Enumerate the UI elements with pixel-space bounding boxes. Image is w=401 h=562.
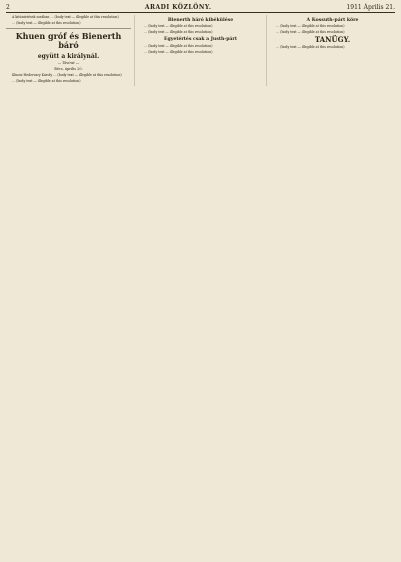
issue-date: 1911 Április 21.	[346, 4, 395, 11]
subheading: — Távirat —	[57, 61, 80, 66]
headline: Khuen gróf és Bienerth báró	[15, 31, 122, 51]
headline-secondary: együtt a királynál.	[37, 53, 100, 61]
section-heading: Bienerth báró kibékülése	[167, 18, 234, 23]
paragraph: … (body text — illegible at this resolution)	[276, 24, 345, 29]
column-1	[6, 15, 131, 86]
paragraph: A kitüntetések sorában ... (body text — illegible at this resolution)	[12, 15, 119, 19]
paragraph: … (body text — illegible at this resolution)	[276, 30, 345, 35]
paragraph: … (body text — illegible at this resolution)	[144, 30, 213, 35]
paragraph: Khuen-Hedervary Károly … (body text — illegible at this resolution)	[12, 73, 122, 78]
paragraph: … (body text — illegible at this resolution)	[12, 79, 81, 84]
newspaper-title: ARADI KÖZLÖNY.	[144, 4, 212, 11]
dateline: Bécs, április 20.	[54, 67, 83, 72]
paragraph: … (body text — illegible at this resolution)	[144, 43, 213, 48]
page-number: 2	[6, 4, 10, 11]
column-2	[134, 15, 263, 86]
section-heading: TANÜGY.	[314, 35, 351, 45]
masthead	[6, 4, 395, 13]
paragraph: … (body text — illegible at this resolution)	[144, 24, 213, 29]
paragraph: … (body text — illegible at this resolution)	[144, 49, 213, 54]
article-columns	[6, 15, 395, 86]
column-3	[266, 15, 395, 86]
section-heading: Egyetértés csak a Justh-párt	[164, 37, 237, 43]
paragraph: … (body text — illegible at this resolution)	[12, 21, 81, 26]
paragraph: … (body text — illegible at this resolution)	[276, 44, 345, 49]
divider	[6, 28, 131, 29]
section-heading: A Kossuth-párt köre	[306, 18, 359, 23]
